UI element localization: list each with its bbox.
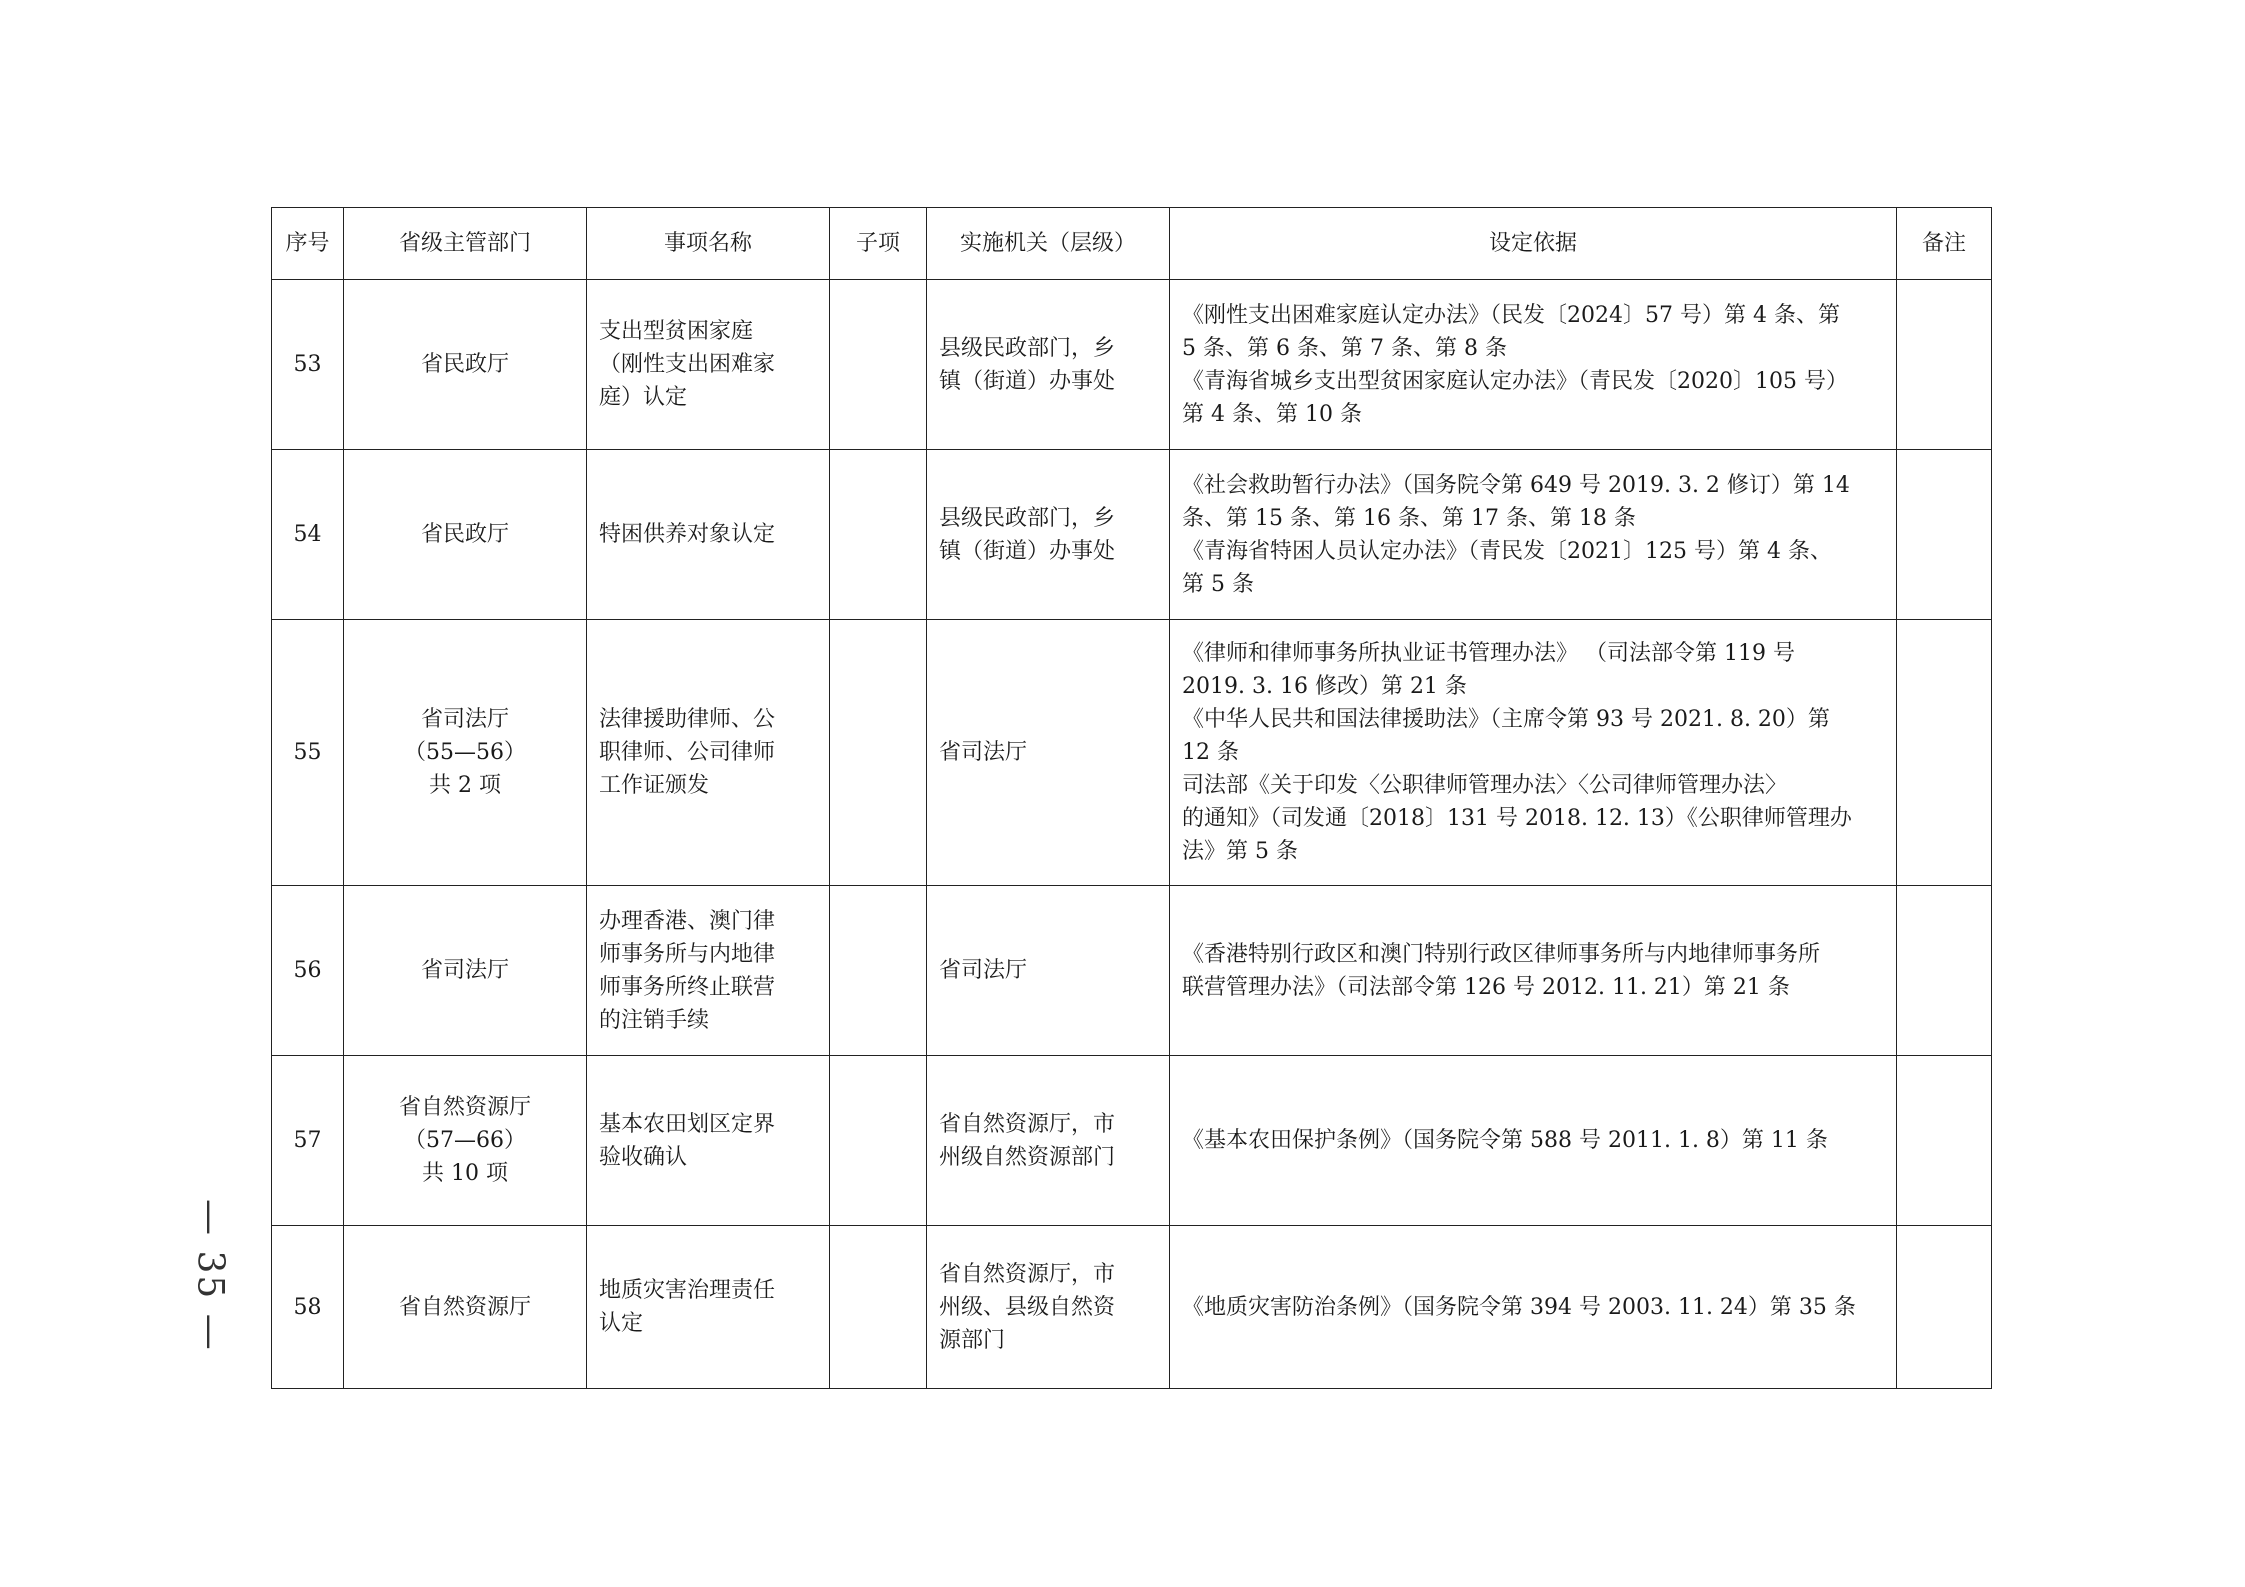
row-dept: 省司法厅 (344, 886, 587, 1056)
row-note (1897, 620, 1992, 886)
header-sub: 子项 (830, 208, 927, 280)
header-basis: 设定依据 (1170, 208, 1897, 280)
row-note (1897, 1226, 1992, 1389)
row-basis: 《香港特别行政区和澳门特别行政区律师事务所与内地律师事务所 联营管理办法》（司法部令第 126 号 2012. 11. 21）第 21 条 (1170, 886, 1897, 1056)
row-item: 基本农田划区定界 验收确认 (587, 1056, 830, 1226)
header-item: 事项名称 (587, 208, 830, 280)
table-row (272, 620, 1992, 886)
row-sub (830, 1226, 927, 1389)
row-note (1897, 450, 1992, 620)
row-basis: 《地质灾害防治条例》（国务院令第 394 号 2003. 11. 24）第 35 条 (1170, 1226, 1897, 1389)
table-header-row (272, 208, 1992, 280)
row-note (1897, 886, 1992, 1056)
row-no: 53 (272, 280, 344, 450)
row-item: 特困供养对象认定 (587, 450, 830, 620)
row-no: 58 (272, 1226, 344, 1389)
header-dept: 省级主管部门 (344, 208, 587, 280)
header-no: 序号 (272, 208, 344, 280)
row-dept: 省自然资源厅 (344, 1226, 587, 1389)
header-note: 备注 (1897, 208, 1992, 280)
row-agency: 省自然资源厅，市 州级、县级自然资 源部门 (927, 1226, 1170, 1389)
row-dept: 省自然资源厅 （57—66） 共 10 项 (344, 1056, 587, 1226)
row-basis: 《刚性支出困难家庭认定办法》（民发〔2024〕57 号）第 4 条、第 5 条、第 6 条、第 7 条、第 8 条 《青海省城乡支出型贫困家庭认定办法》（青民发〔2020〕105 号） 第 4 条、第 10 条 (1170, 280, 1897, 450)
row-basis: 《律师和律师事务所执业证书管理办法》 （司法部令第 119 号 2019. 3. 16 修改）第 21 条 《中华人民共和国法律援助法》（主席令第 93 号 2021. 8. 20）第 12 条 司法部《关于印发〈公职律师管理办法〉〈公司律师管理办法〉 的通知》（司发通〔2018〕131 号 2018. 12. 13）《公职律师管理办 法》第 5 条 (1170, 620, 1897, 886)
table-row (272, 450, 1992, 620)
row-no: 54 (272, 450, 344, 620)
row-item: 法律援助律师、公 职律师、公司律师 工作证颁发 (587, 620, 830, 886)
table-row (272, 886, 1992, 1056)
table-row (272, 1226, 1992, 1389)
row-agency: 省司法厅 (927, 620, 1170, 886)
row-sub (830, 450, 927, 620)
row-dept: 省司法厅 （55—56） 共 2 项 (344, 620, 587, 886)
row-agency: 省自然资源厅，市 州级自然资源部门 (927, 1056, 1170, 1226)
row-basis: 《基本农田保护条例》（国务院令第 588 号 2011. 1. 8）第 11 条 (1170, 1056, 1897, 1226)
row-no: 57 (272, 1056, 344, 1226)
row-sub (830, 1056, 927, 1226)
row-no: 56 (272, 886, 344, 1056)
row-agency: 县级民政部门，乡 镇（街道）办事处 (927, 450, 1170, 620)
row-agency: 省司法厅 (927, 886, 1170, 1056)
row-item: 办理香港、澳门律 师事务所与内地律 师事务所终止联营 的注销手续 (587, 886, 830, 1056)
row-agency: 县级民政部门，乡 镇（街道）办事处 (927, 280, 1170, 450)
row-dept: 省民政厅 (344, 450, 587, 620)
row-sub (830, 886, 927, 1056)
row-note (1897, 280, 1992, 450)
row-item: 地质灾害治理责任 认定 (587, 1226, 830, 1389)
header-agency: 实施机关（层级） (927, 208, 1170, 280)
row-item: 支出型贫困家庭 （刚性支出困难家 庭）认定 (587, 280, 830, 450)
row-note (1897, 1056, 1992, 1226)
row-sub (830, 620, 927, 886)
row-no: 55 (272, 620, 344, 886)
row-dept: 省民政厅 (344, 280, 587, 450)
row-basis: 《社会救助暂行办法》（国务院令第 649 号 2019. 3. 2 修订）第 14 条、第 15 条、第 16 条、第 17 条、第 18 条 《青海省特困人员认定办法》（青民发〔2021〕125 号）第 4 条、 第 5 条 (1170, 450, 1897, 620)
table-row (272, 1056, 1992, 1226)
admin-items-table (271, 207, 1992, 1389)
page-number: — 35 — (189, 1198, 231, 1352)
row-sub (830, 280, 927, 450)
table-row (272, 280, 1992, 450)
